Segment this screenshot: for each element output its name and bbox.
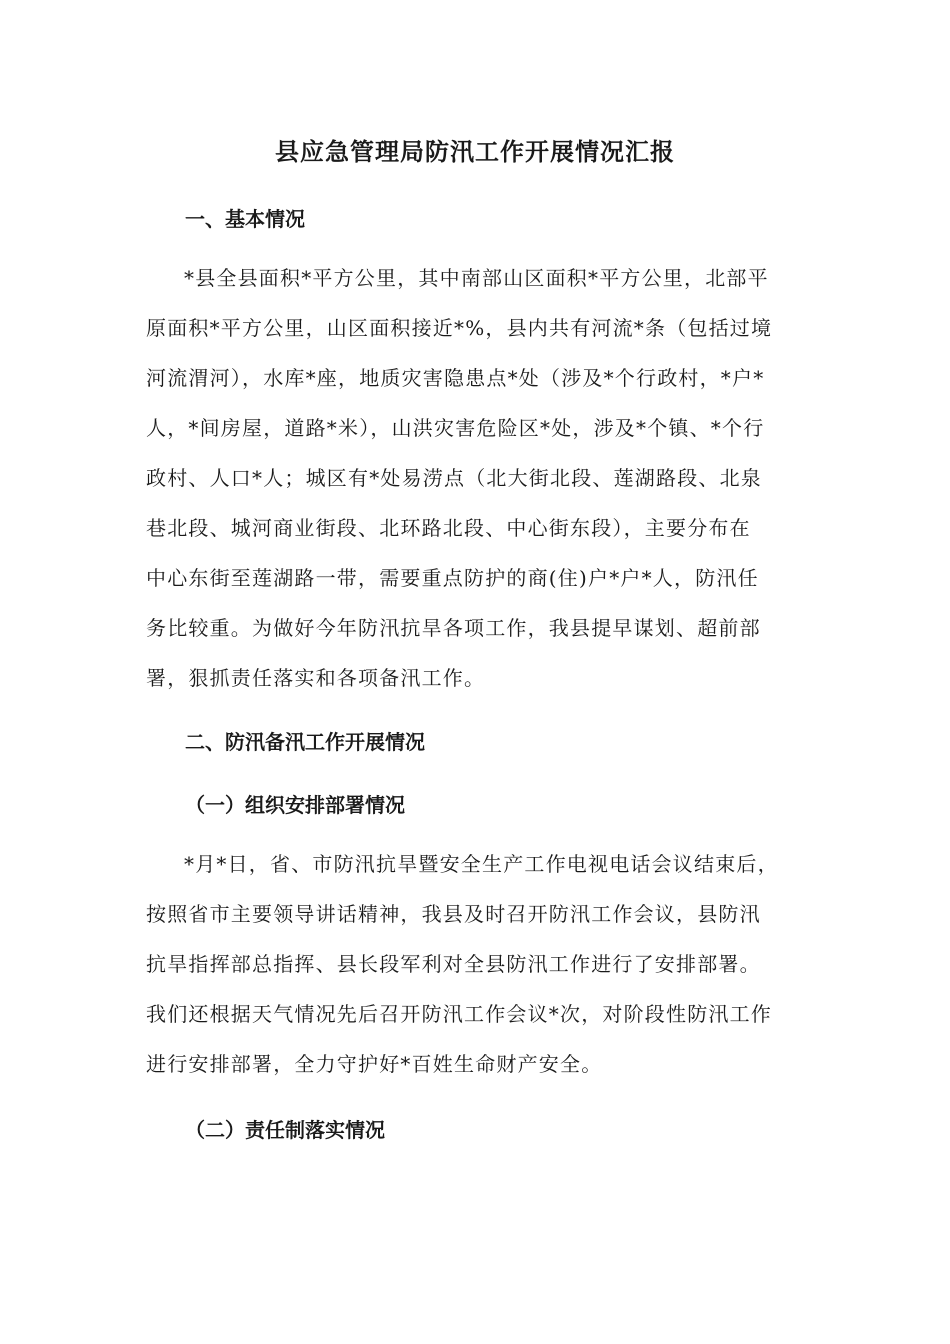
paragraph-line: 按照省市主要领导讲话精神，我县及时召开防汛工作会议，县防汛 xyxy=(146,902,761,926)
document-title: 县应急管理局防汛工作开展情况汇报 xyxy=(275,138,675,166)
paragraph-line: *县全县面积*平方公里，其中南部山区面积*平方公里，北部平 xyxy=(184,266,769,290)
paragraph-basic-situation xyxy=(146,253,808,703)
paragraph-line: 务比较重。为做好今年防汛抗旱各项工作，我县提早谋划、超前部 xyxy=(146,616,761,640)
paragraph-line: 河流渭河），水库*座，地质灾害隐患点*处（涉及*个行政村，*户* xyxy=(146,366,765,390)
paragraph-line: 政村、人口*人；城区有*处易涝点（北大街北段、莲湖路段、北泉 xyxy=(146,466,762,490)
section-heading-flood-prep: 二、防汛备汛工作开展情况 xyxy=(185,730,425,754)
paragraph-line: 我们还根据天气情况先后召开防汛工作会议*次，对阶段性防汛工作 xyxy=(146,1002,772,1026)
paragraph-line: 原面积*平方公里，山区面积接近*%，县内共有河流*条（包括过境 xyxy=(146,316,773,340)
paragraph-line: 抗旱指挥部总指挥、县长段军利对全县防汛工作进行了安排部署。 xyxy=(146,952,761,976)
paragraph-line: 人，*间房屋，道路*米），山洪灾害危险区*处，涉及*个镇、*个行 xyxy=(146,416,765,440)
paragraph-organization xyxy=(146,839,808,1089)
subsection-heading-responsibility: （二）责任制落实情况 xyxy=(185,1118,385,1142)
subsection-heading-organization: （一）组织安排部署情况 xyxy=(185,793,405,817)
paragraph-line: *月*日，省、市防汛抗旱暨安全生产工作电视电话会议结束后， xyxy=(184,852,779,876)
paragraph-line: 署，狠抓责任落实和各项备汛工作。 xyxy=(146,666,486,690)
paragraph-line: 巷北段、城河商业街段、北环路北段、中心街东段），主要分布在 xyxy=(146,516,751,540)
paragraph-line: 中心东街至莲湖路一带，需要重点防护的商(住)户*户*人，防汛任 xyxy=(146,566,759,590)
paragraph-line: 进行安排部署，全力守护好*百姓生命财产安全。 xyxy=(146,1052,603,1076)
section-heading-basic: 一、基本情况 xyxy=(185,207,305,231)
